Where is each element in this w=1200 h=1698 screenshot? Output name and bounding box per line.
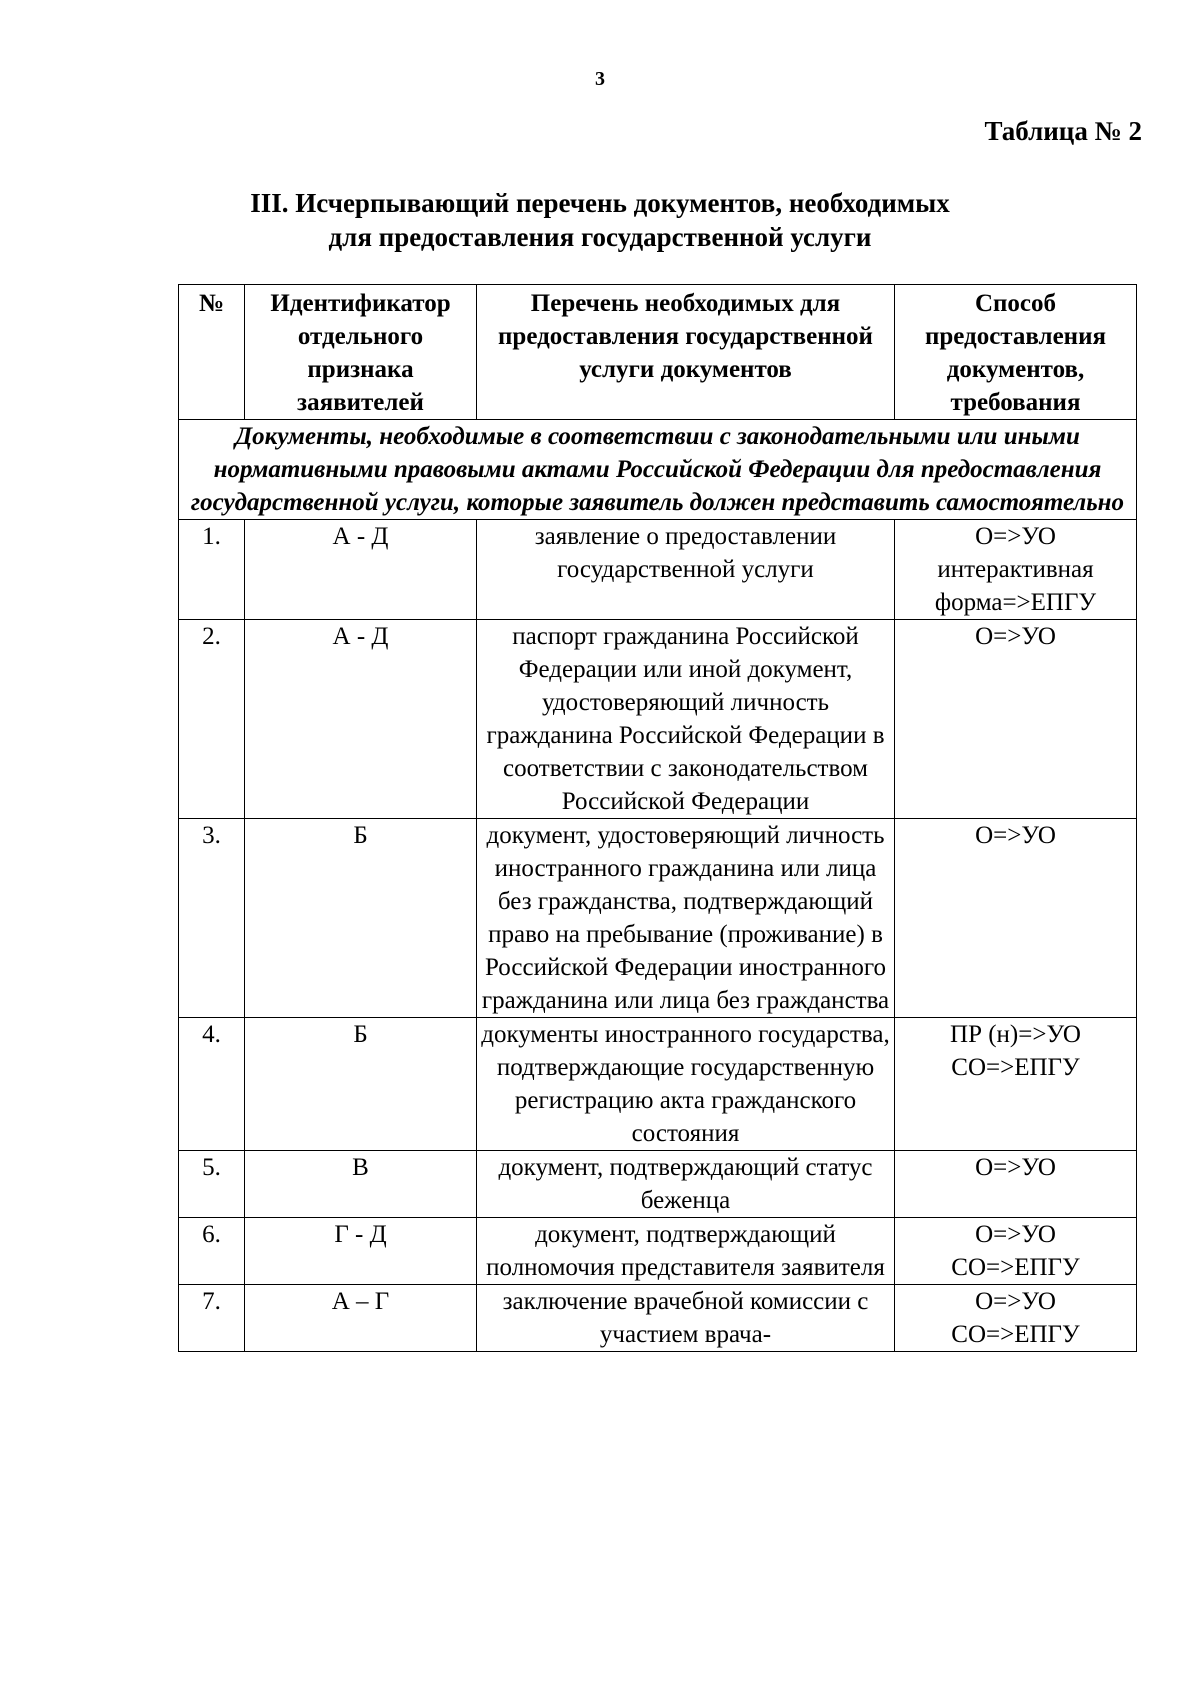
row-method: О=>УО СО=>ЕПГУ	[895, 1285, 1137, 1352]
row-num: 1.	[179, 520, 245, 620]
header-documents: Перечень необходимых для предоставления государственной услуги документов	[477, 285, 895, 420]
row-identifier: Б	[245, 819, 477, 1018]
row-identifier: А - Д	[245, 520, 477, 620]
row-identifier: В	[245, 1151, 477, 1218]
row-method: О=>УО	[895, 819, 1137, 1018]
row-document: документы иностранного государства, подтверждающие государственную регистрацию акта гражданского состояния	[477, 1018, 895, 1151]
row-method: О=>УО	[895, 620, 1137, 819]
table-row	[179, 1151, 1137, 1218]
group-heading: Документы, необходимые в соответствии с законодательными или иными нормативными правовыми актами Российской Федерации для предоставления государственной услуги, которые заявитель должен представить самостоятельно	[179, 420, 1137, 520]
row-identifier: Г - Д	[245, 1218, 477, 1285]
documents-table	[178, 284, 1137, 1352]
group-heading-row	[179, 420, 1137, 520]
row-method: О=>УО СО=>ЕПГУ	[895, 1218, 1137, 1285]
section-title	[0, 186, 1200, 254]
table-label: Таблица № 2	[984, 116, 1142, 146]
row-num: 4.	[179, 1018, 245, 1151]
section-title-line-1: III. Исчерпывающий перечень документов, необходимых	[250, 188, 950, 218]
table-row	[179, 520, 1137, 620]
row-num: 3.	[179, 819, 245, 1018]
table-header-row	[179, 285, 1137, 420]
section-title-line-2: для предоставления государственной услуги	[328, 222, 872, 252]
row-num: 6.	[179, 1218, 245, 1285]
row-num: 5.	[179, 1151, 245, 1218]
row-method: О=>УО	[895, 1151, 1137, 1218]
header-method: Способ предоставления документов, требования	[895, 285, 1137, 420]
row-document: документ, подтверждающий статус беженца	[477, 1151, 895, 1218]
row-document: паспорт гражданина Российской Федерации или иной документ, удостоверяющий личность гражданина Российской Федерации в соответствии с законодательством Российской Федерации	[477, 620, 895, 819]
header-identifier: Идентификатор отдельного признака заявителей	[245, 285, 477, 420]
row-identifier: А - Д	[245, 620, 477, 819]
row-num: 7.	[179, 1285, 245, 1352]
table-row	[179, 1018, 1137, 1151]
row-identifier: Б	[245, 1018, 477, 1151]
table-row	[179, 620, 1137, 819]
table-row	[179, 1285, 1137, 1352]
page-number: 3	[595, 68, 605, 90]
row-document: заключение врачебной комиссии с участием врача-	[477, 1285, 895, 1352]
row-num: 2.	[179, 620, 245, 819]
table-row	[179, 1218, 1137, 1285]
table-row	[179, 819, 1137, 1018]
row-identifier: А – Г	[245, 1285, 477, 1352]
row-method: О=>УО интерактивная форма=>ЕПГУ	[895, 520, 1137, 620]
row-document: заявление о предоставлении государственной услуги	[477, 520, 895, 620]
row-document: документ, подтверждающий полномочия представителя заявителя	[477, 1218, 895, 1285]
row-method: ПР (н)=>УО СО=>ЕПГУ	[895, 1018, 1137, 1151]
header-num: №	[179, 285, 245, 420]
row-document: документ, удостоверяющий личность иностранного гражданина или лица без гражданства, подтверждающий право на пребывание (проживание) в Российской Федерации иностранного гражданина или лица без гражданства	[477, 819, 895, 1018]
